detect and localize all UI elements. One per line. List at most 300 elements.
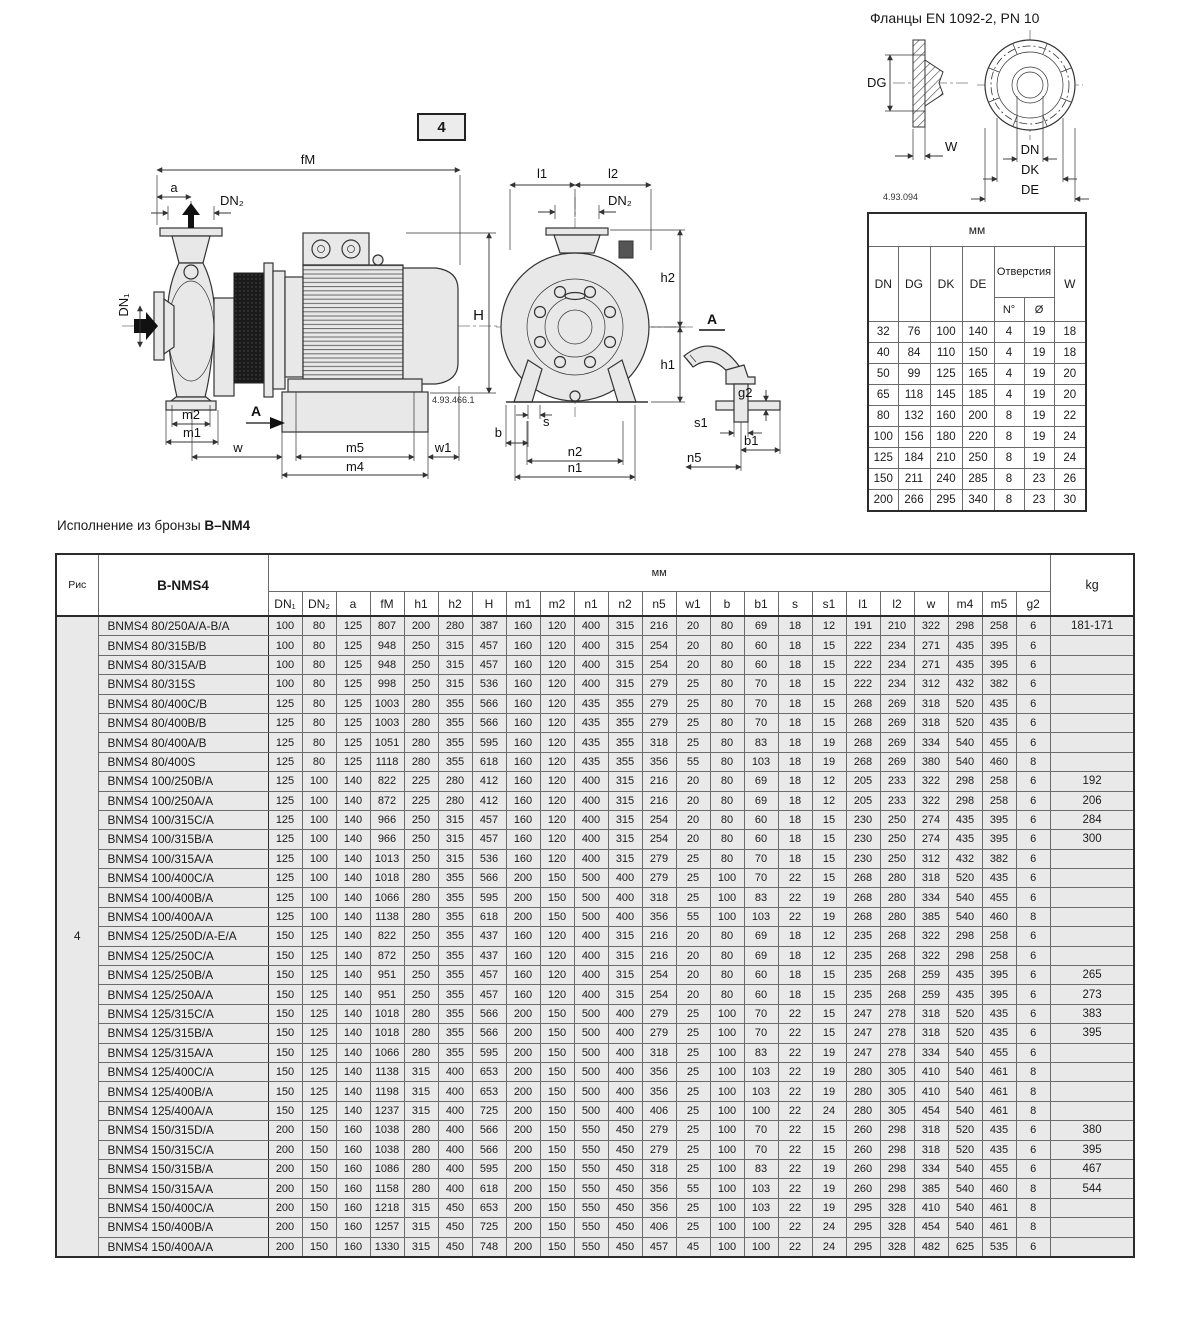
dimension-value: 355: [438, 888, 472, 907]
dimension-value: 328: [880, 1198, 914, 1217]
dimension-value: 280: [438, 791, 472, 810]
dimension-value: 100: [710, 1218, 744, 1237]
dimension-value: 160: [506, 985, 540, 1004]
dimension-value: 70: [744, 869, 778, 888]
dimension-value: 298: [880, 1140, 914, 1159]
dimension-value: 280: [404, 1121, 438, 1140]
dimension-value: 355: [438, 927, 472, 946]
flange-col-de: DE: [962, 247, 994, 322]
dimension-value: 315: [404, 1062, 438, 1081]
dimension-value: 312: [914, 849, 948, 868]
dimension-value: 298: [948, 791, 982, 810]
dimension-value: 315: [404, 1198, 438, 1217]
dimension-value: 250: [404, 830, 438, 849]
dimension-value: 22: [778, 1043, 812, 1062]
dimension-value: 1018: [370, 869, 404, 888]
dim-label-dn2-front: DN₂: [608, 193, 632, 208]
dimension-value: 120: [540, 946, 574, 965]
dimension-value: 150: [302, 1198, 336, 1217]
dimension-value: 140: [336, 1004, 370, 1023]
dim-label-m5: m5: [345, 440, 365, 455]
dimension-value: 18: [778, 810, 812, 829]
dimension-value: 25: [676, 1043, 710, 1062]
dimension-value: 1066: [370, 1043, 404, 1062]
dimension-value: 22: [778, 907, 812, 926]
dimension-value: 250: [404, 810, 438, 829]
flange-value: 185: [962, 385, 994, 406]
flange-value: 19: [1024, 448, 1054, 469]
dimension-value: 461: [982, 1062, 1016, 1081]
dimension-value: 234: [880, 675, 914, 694]
dimension-value: 400: [608, 1024, 642, 1043]
dimension-value: 120: [540, 616, 574, 636]
dimension-value: 435: [982, 869, 1016, 888]
dimension-value: 258: [982, 946, 1016, 965]
dimension-value: 535: [982, 1237, 1016, 1257]
dimension-value: 269: [880, 694, 914, 713]
dimension-value: 254: [642, 655, 676, 674]
dimension-value: 280: [404, 1043, 438, 1062]
dim-label-dk: DK: [1020, 162, 1040, 177]
dimension-value: 279: [642, 675, 676, 694]
flange-value: 19: [1024, 364, 1054, 385]
dimension-value: 140: [336, 830, 370, 849]
dimension-value: 540: [948, 907, 982, 926]
dimension-value: 200: [268, 1159, 302, 1178]
dimension-value: 315: [608, 849, 642, 868]
dimension-value: 6: [1016, 1140, 1050, 1159]
dim-label-dg: DG: [867, 75, 887, 90]
dim-label-b1: b1: [744, 433, 759, 448]
dimension-value: 280: [846, 1082, 880, 1101]
dimension-value: 100: [744, 1218, 778, 1237]
dimension-value: 1038: [370, 1121, 404, 1140]
pump-model-name: BNMS4 80/315B/B: [98, 636, 268, 655]
dimension-value: 120: [540, 810, 574, 829]
pump-model-name: BNMS4 80/400A/B: [98, 733, 268, 752]
pump-model-row: [56, 1218, 1134, 1237]
dimension-value: 355: [438, 694, 472, 713]
dimension-value: 140: [336, 1024, 370, 1043]
dimension-value: 315: [438, 675, 472, 694]
dimension-value: 540: [948, 1082, 982, 1101]
dimension-value: 356: [642, 1062, 676, 1081]
dimension-value: 268: [880, 946, 914, 965]
dimension-value: 400: [438, 1101, 472, 1120]
dimension-value: 540: [948, 1198, 982, 1217]
dimension-value: 24: [812, 1101, 846, 1120]
dimension-value: 280: [438, 772, 472, 791]
flange-value: 24: [1054, 427, 1086, 448]
dimension-value: 260: [846, 1140, 880, 1159]
weight-value: 544: [1050, 1179, 1134, 1198]
dimension-value: 216: [642, 791, 676, 810]
dim-column-header: n2: [608, 592, 642, 617]
dimension-value: 8: [1016, 907, 1050, 926]
dimension-value: 536: [472, 675, 506, 694]
dimension-value: 70: [744, 675, 778, 694]
dimension-value: 18: [778, 733, 812, 752]
dim-label-s: s: [543, 414, 550, 429]
dimension-value: 80: [710, 752, 744, 771]
dimension-value: 450: [608, 1198, 642, 1217]
dimension-value: 80: [302, 752, 336, 771]
dimension-value: 254: [642, 810, 676, 829]
dimension-value: 103: [744, 752, 778, 771]
dimension-value: 279: [642, 694, 676, 713]
dimension-value: 1086: [370, 1159, 404, 1178]
dimension-value: 259: [914, 966, 948, 985]
dimension-value: 450: [438, 1218, 472, 1237]
dimension-value: 6: [1016, 772, 1050, 791]
dimension-value: 550: [574, 1198, 608, 1217]
weight-value: [1050, 849, 1134, 868]
dimension-value: 254: [642, 830, 676, 849]
dimension-value: 500: [574, 907, 608, 926]
flange-row: [868, 490, 1086, 512]
dim-column-header: s: [778, 592, 812, 617]
dimension-value: 150: [540, 907, 574, 926]
dimension-value: 318: [642, 733, 676, 752]
dimension-value: 6: [1016, 791, 1050, 810]
flange-value: 23: [1024, 490, 1054, 512]
dimension-value: 15: [812, 966, 846, 985]
dimension-value: 200: [506, 1043, 540, 1062]
dimension-value: 140: [336, 1101, 370, 1120]
dimension-value: 1330: [370, 1237, 404, 1257]
dimension-value: 200: [404, 616, 438, 636]
dim-label-dn: DN: [1020, 142, 1040, 157]
dimension-value: 150: [268, 1024, 302, 1043]
flange-value: 266: [898, 490, 930, 512]
dimension-value: 247: [846, 1004, 880, 1023]
dimension-value: 1218: [370, 1198, 404, 1217]
dimension-value: 160: [336, 1237, 370, 1257]
dimension-value: 966: [370, 810, 404, 829]
dimension-value: 19: [812, 888, 846, 907]
dimension-value: 725: [472, 1101, 506, 1120]
pump-model-name: BNMS4 150/315C/A: [98, 1140, 268, 1159]
dimension-value: 435: [948, 985, 982, 1004]
dimension-value: 435: [948, 966, 982, 985]
dim-label-m1: m1: [182, 425, 202, 440]
flange-drawing: [865, 26, 1189, 208]
pump-model-row: [56, 869, 1134, 888]
dimension-value: 457: [472, 810, 506, 829]
dimension-value: 450: [608, 1121, 642, 1140]
dimension-value: 400: [608, 907, 642, 926]
dimension-value: 216: [642, 616, 676, 636]
flange-value: 4: [994, 322, 1024, 343]
weight-value: [1050, 1062, 1134, 1081]
dimension-value: 15: [812, 985, 846, 1004]
dimension-value: 125: [336, 694, 370, 713]
pump-model-name: BNMS4 100/315A/A: [98, 849, 268, 868]
flange-value: 210: [930, 448, 962, 469]
dimension-value: 318: [914, 869, 948, 888]
dimension-value: 120: [540, 675, 574, 694]
dimension-value: 400: [608, 1043, 642, 1062]
dimension-value: 305: [880, 1082, 914, 1101]
dimension-value: 120: [540, 927, 574, 946]
dimension-value: 22: [778, 1179, 812, 1198]
dimension-value: 125: [302, 985, 336, 1004]
dimension-value: 140: [336, 1062, 370, 1081]
dimension-value: 312: [914, 675, 948, 694]
dimension-value: 20: [676, 791, 710, 810]
dimension-value: 355: [438, 1024, 472, 1043]
dimension-value: 125: [302, 927, 336, 946]
dimension-value: 454: [914, 1101, 948, 1120]
dimension-value: 435: [948, 830, 982, 849]
dimension-value: 355: [438, 1004, 472, 1023]
pump-model-row: [56, 616, 1134, 636]
dimension-value: 280: [404, 907, 438, 926]
dim-column-header: DN₂: [302, 592, 336, 617]
dimension-value: 279: [642, 713, 676, 732]
flange-value: 19: [1024, 343, 1054, 364]
dimension-value: 455: [982, 888, 1016, 907]
dimension-value: 22: [778, 1024, 812, 1043]
dimension-value: 280: [404, 752, 438, 771]
pump-model-row: [56, 752, 1134, 771]
flange-value: 165: [962, 364, 994, 385]
dimension-value: 500: [574, 1024, 608, 1043]
dimension-value: 140: [336, 907, 370, 926]
dimension-value: 15: [812, 830, 846, 849]
dimension-value: 200: [268, 1198, 302, 1217]
dimension-value: 259: [914, 985, 948, 1004]
dimension-value: 315: [608, 636, 642, 655]
dim-column-header: DN₁: [268, 592, 302, 617]
dimension-value: 247: [846, 1024, 880, 1043]
dimension-value: 200: [268, 1179, 302, 1198]
dimension-value: 595: [472, 888, 506, 907]
dimension-value: 69: [744, 772, 778, 791]
dim-column-header: a: [336, 592, 370, 617]
dimension-value: 6: [1016, 849, 1050, 868]
dim-label-w: w: [233, 440, 243, 455]
dimension-value: 25: [676, 1024, 710, 1043]
dimension-value: 315: [438, 636, 472, 655]
dimension-value: 205: [846, 791, 880, 810]
flange-value: 99: [898, 364, 930, 385]
pump-model-row: [56, 810, 1134, 829]
dimension-value: 8: [1016, 1218, 1050, 1237]
weight-value: 192: [1050, 772, 1134, 791]
dimension-value: 412: [472, 772, 506, 791]
dimension-value: 140: [336, 946, 370, 965]
weight-value: [1050, 907, 1134, 926]
dimension-value: 100: [302, 888, 336, 907]
dimension-value: 382: [982, 675, 1016, 694]
weight-value: [1050, 946, 1134, 965]
dimension-value: 25: [676, 713, 710, 732]
dimension-value: 160: [336, 1198, 370, 1217]
dimension-value: 18: [778, 713, 812, 732]
pump-model-row: [56, 1237, 1134, 1257]
dimension-value: 250: [404, 636, 438, 655]
dimension-value: 279: [642, 1140, 676, 1159]
flange-value: 19: [1024, 385, 1054, 406]
pump-model-name: BNMS4 80/400B/B: [98, 713, 268, 732]
dimension-value: 15: [812, 675, 846, 694]
dimension-value: 280: [404, 1024, 438, 1043]
dimension-value: 872: [370, 791, 404, 810]
dimension-value: 274: [914, 810, 948, 829]
pump-model-name: BNMS4 100/400A/A: [98, 907, 268, 926]
coupling-guard: [234, 273, 264, 383]
dimension-value: 380: [914, 752, 948, 771]
dimension-value: 150: [268, 985, 302, 1004]
dimension-value: 22: [778, 1198, 812, 1217]
dimension-value: 140: [336, 888, 370, 907]
dimension-value: 230: [846, 849, 880, 868]
dimension-value: 280: [404, 713, 438, 732]
dimension-value: 951: [370, 985, 404, 1004]
dimension-value: 6: [1016, 733, 1050, 752]
dimension-value: 450: [438, 1237, 472, 1257]
dimension-value: 150: [540, 869, 574, 888]
dimension-value: 520: [948, 1024, 982, 1043]
dimension-value: 80: [710, 772, 744, 791]
dimension-value: 200: [506, 1004, 540, 1023]
pump-model-name: BNMS4 150/400C/A: [98, 1198, 268, 1217]
dimension-value: 278: [880, 1004, 914, 1023]
dimension-value: 247: [846, 1043, 880, 1062]
dim-label-n5: n5: [687, 450, 702, 465]
dimension-value: 225: [404, 772, 438, 791]
dimension-value: 100: [710, 1159, 744, 1178]
dimension-value: 6: [1016, 1043, 1050, 1062]
dimension-value: 318: [914, 1121, 948, 1140]
dimension-value: 500: [574, 1043, 608, 1062]
dimension-value: 258: [982, 791, 1016, 810]
dim-column-header: fM: [370, 592, 404, 617]
dimension-value: 150: [540, 1179, 574, 1198]
dimension-value: 450: [438, 1198, 472, 1217]
dimension-value: 100: [744, 1237, 778, 1257]
dimension-value: 461: [982, 1198, 1016, 1217]
weight-value: [1050, 1082, 1134, 1101]
dimension-value: 80: [710, 733, 744, 752]
flange-standard-title: Фланцы EN 1092-2, PN 10: [870, 10, 1040, 26]
dimension-value: 6: [1016, 927, 1050, 946]
dimension-value: 295: [846, 1237, 880, 1257]
dimension-value: 280: [438, 616, 472, 636]
dimension-value: 948: [370, 655, 404, 674]
dimension-value: 400: [438, 1159, 472, 1178]
dimension-value: 15: [812, 1024, 846, 1043]
dimension-value: 25: [676, 733, 710, 752]
dimension-value: 120: [540, 636, 574, 655]
dimension-value: 234: [880, 655, 914, 674]
figure-number-box: 4: [417, 113, 466, 141]
dimension-value: 191: [846, 616, 880, 636]
flange-row: [868, 385, 1086, 406]
weight-value: 383: [1050, 1004, 1134, 1023]
dimension-value: 18: [778, 675, 812, 694]
dimension-value: 150: [268, 1062, 302, 1081]
dimension-value: 235: [846, 966, 880, 985]
dimension-value: 20: [676, 655, 710, 674]
dimension-value: 6: [1016, 810, 1050, 829]
dimension-value: 55: [676, 907, 710, 926]
dimension-value: 461: [982, 1218, 1016, 1237]
flange-value: 4: [994, 343, 1024, 364]
dimension-value: 260: [846, 1159, 880, 1178]
dim-label-n1: n1: [567, 460, 583, 475]
dimension-value: 160: [506, 636, 540, 655]
weight-value: [1050, 733, 1134, 752]
dimension-value: 268: [846, 694, 880, 713]
dimension-value: 250: [880, 849, 914, 868]
dimension-value: 103: [744, 907, 778, 926]
dimension-value: 315: [438, 810, 472, 829]
flange-value: 30: [1054, 490, 1086, 512]
flange-drawing-code: 4.93.094: [883, 192, 919, 202]
dimension-value: 200: [506, 1082, 540, 1101]
dimension-value: 70: [744, 849, 778, 868]
dimension-value: 20: [676, 966, 710, 985]
dimension-value: 550: [574, 1179, 608, 1198]
dimension-value: 822: [370, 772, 404, 791]
dimension-value: 100: [268, 655, 302, 674]
dimension-value: 235: [846, 946, 880, 965]
dimension-value: 1237: [370, 1101, 404, 1120]
dimension-value: 334: [914, 733, 948, 752]
dimension-value: 20: [676, 927, 710, 946]
dimension-value: 100: [710, 1121, 744, 1140]
dimension-value: 460: [982, 907, 1016, 926]
dimension-value: 400: [574, 927, 608, 946]
flange-value: 23: [1024, 469, 1054, 490]
dimension-value: 20: [676, 985, 710, 1004]
dimension-value: 160: [506, 733, 540, 752]
dimension-value: 566: [472, 1024, 506, 1043]
dimension-value: 725: [472, 1218, 506, 1237]
dimension-value: 400: [608, 869, 642, 888]
dimension-value: 6: [1016, 675, 1050, 694]
dimension-value: 315: [404, 1218, 438, 1237]
dimension-value: 460: [982, 752, 1016, 771]
dimension-value: 15: [812, 810, 846, 829]
dimension-value: 150: [540, 1101, 574, 1120]
dimension-value: 216: [642, 772, 676, 791]
flange-col-holes-d: Ø: [1024, 298, 1054, 322]
dimension-value: 566: [472, 869, 506, 888]
weight-value: 265: [1050, 966, 1134, 985]
dimension-value: 100: [302, 849, 336, 868]
flange-value: 20: [1054, 364, 1086, 385]
dimension-value: 356: [642, 907, 676, 926]
dimension-value: 160: [506, 713, 540, 732]
dimension-value: 355: [608, 713, 642, 732]
flange-value: 184: [898, 448, 930, 469]
dimension-value: 20: [676, 830, 710, 849]
dimension-value: 8: [1016, 1198, 1050, 1217]
dimension-value: 8: [1016, 1062, 1050, 1081]
flange-value: 50: [868, 364, 898, 385]
dimension-value: 22: [778, 1004, 812, 1023]
dimension-value: 268: [846, 713, 880, 732]
dimension-value: 6: [1016, 713, 1050, 732]
weight-value: 181-171: [1050, 616, 1134, 636]
dimension-value: 25: [676, 1004, 710, 1023]
dimension-value: 807: [370, 616, 404, 636]
flange-value: 156: [898, 427, 930, 448]
dim-label-h2: h2: [660, 270, 675, 285]
